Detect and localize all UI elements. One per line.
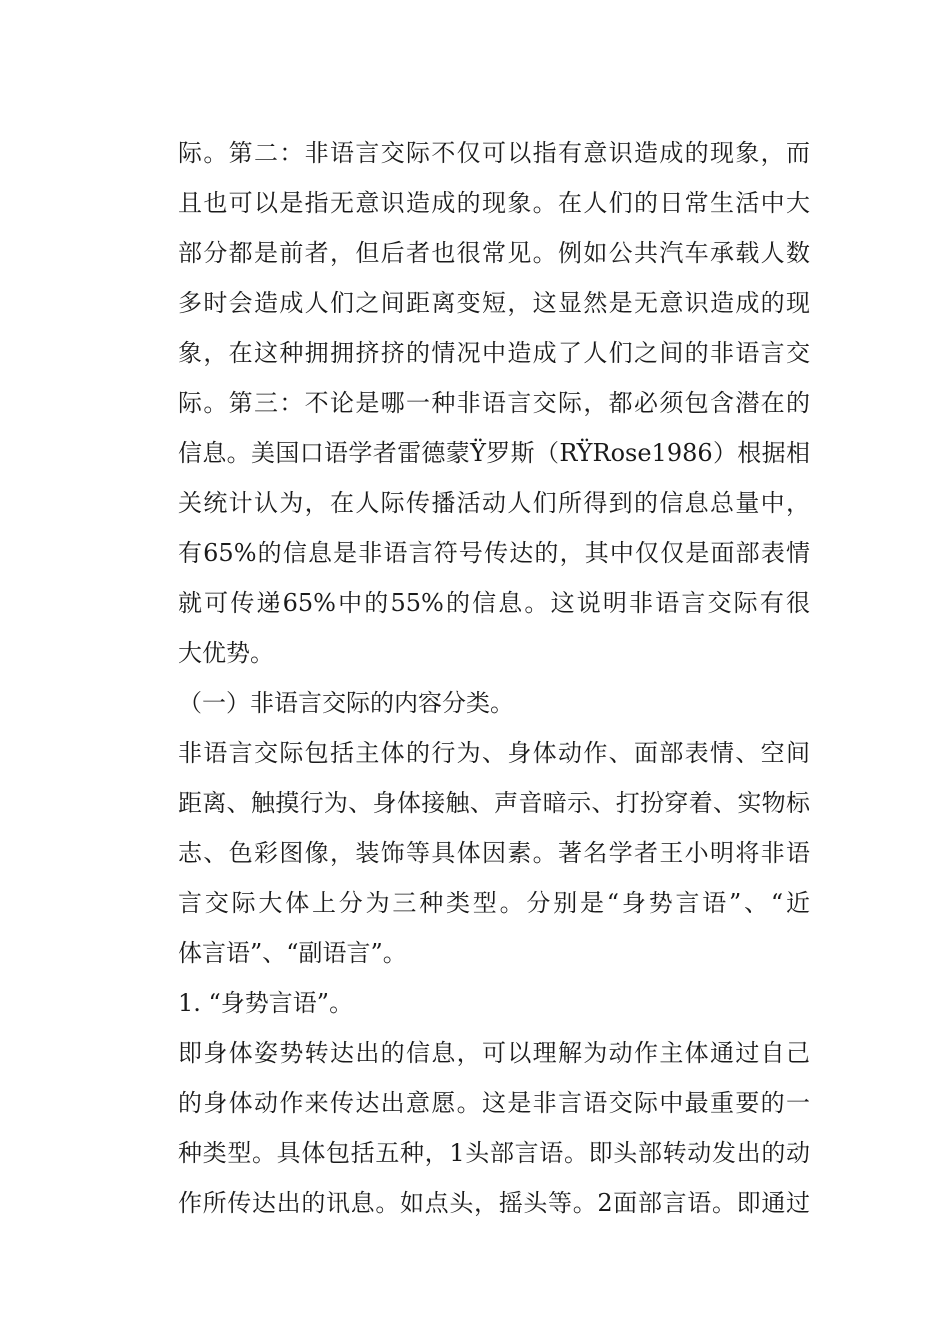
text-line: 大优势。: [178, 639, 274, 667]
text-line: 距离、触摸行为、身体接触、声音暗示、打扮穿着、实物标: [178, 789, 810, 817]
text-line: 际。第二：非语言交际不仅可以指有意识造成的现象，而: [178, 139, 810, 167]
text-line: 关统计认为，在人际传播活动人们所得到的信息总量中，: [178, 489, 810, 517]
text-line: 即身体姿势转达出的信息，可以理解为动作主体通过自己: [178, 1039, 810, 1067]
text-line: 非语言交际包括主体的行为、身体动作、面部表情、空间: [178, 739, 810, 767]
text-line: 多时会造成人们之间距离变短，这显然是无意识造成的现: [178, 289, 810, 317]
text-line: 言交际大体上分为三种类型。分别是“身势言语”、“近: [178, 889, 810, 917]
section-heading: （一）非语言交际的内容分类。: [178, 689, 514, 717]
text-line: 象，在这种拥拥挤挤的情况中造成了人们之间的非语言交: [178, 339, 810, 367]
text-line: 志、色彩图像，装饰等具体因素。著名学者王小明将非语: [178, 839, 810, 867]
text-line: 际。第三：不论是哪一种非语言交际，都必须包含潜在的: [178, 389, 810, 417]
text-line: 且也可以是指无意识造成的现象。在人们的日常生活中大: [178, 189, 810, 217]
body-text: [178, 128, 810, 1228]
text-line: 部分都是前者，但后者也很常见。例如公共汽车承载人数: [178, 239, 810, 267]
text-line: 信息。美国口语学者雷德蒙Ÿ罗斯（RŸRose1986）根据相: [178, 439, 810, 467]
text-line: 的身体动作来传达出意愿。这是非言语交际中最重要的一: [178, 1089, 810, 1117]
text-line: 体言语”、“副语言”。: [178, 939, 407, 967]
text-line: 种类型。具体包括五种，1头部言语。即头部转动发出的动: [178, 1139, 810, 1167]
text-line: 就可传递65%中的55%的信息。这说明非语言交际有很: [178, 589, 810, 617]
text-line: 有65%的信息是非语言符号传达的，其中仅仅是面部表情: [178, 539, 810, 567]
text-line: 作所传达出的讯息。如点头，摇头等。2面部言语。即通过: [178, 1189, 810, 1217]
subsection-heading: 1. “身势言语”。: [178, 989, 354, 1017]
